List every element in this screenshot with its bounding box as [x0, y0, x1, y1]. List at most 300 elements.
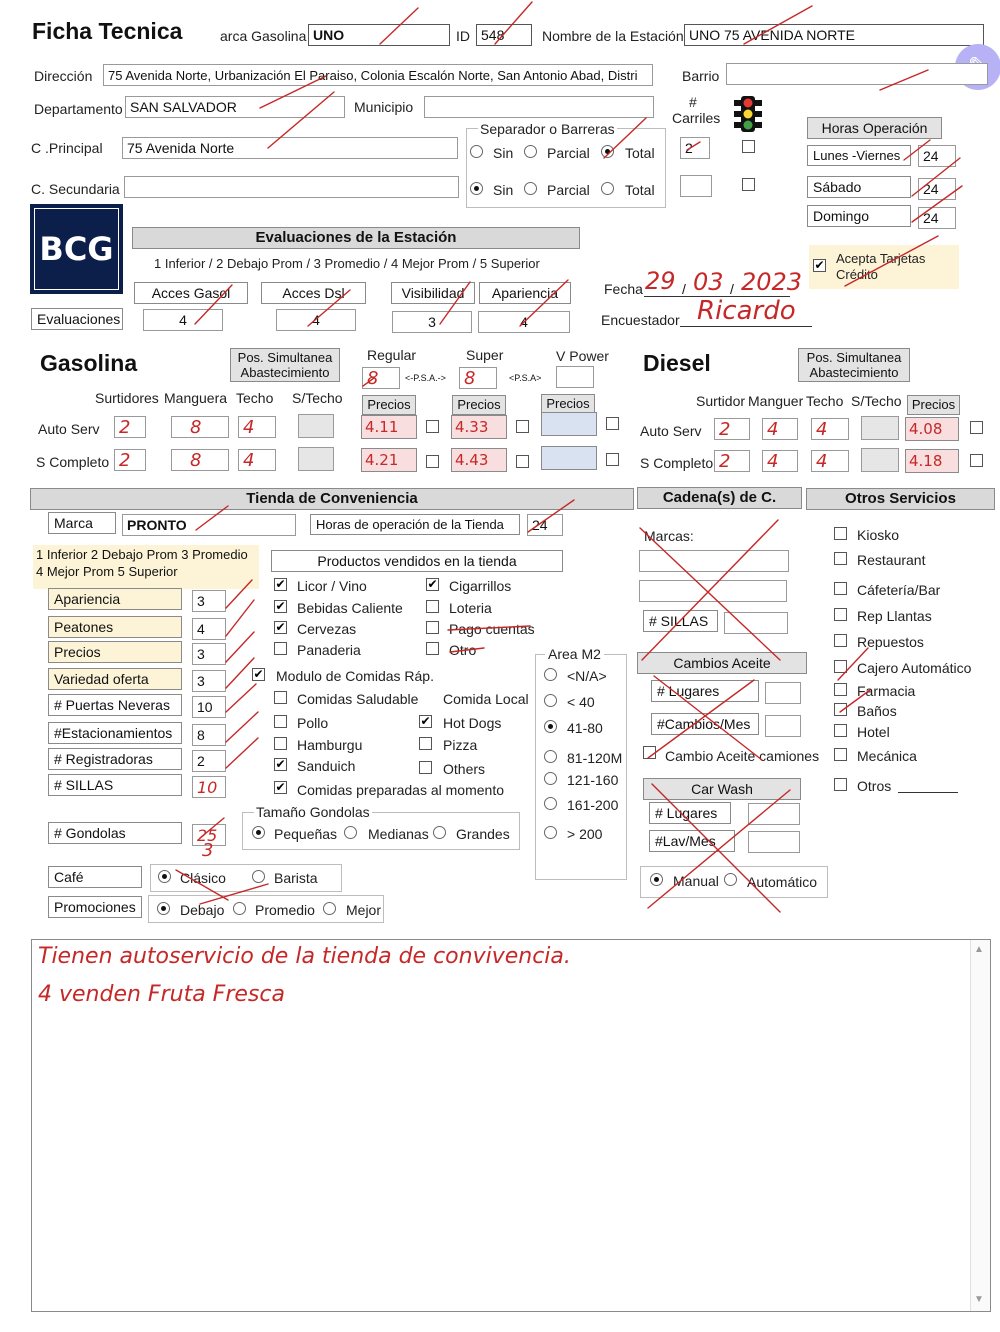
municipio-input[interactable] — [424, 96, 654, 118]
vpower-psa-input[interactable] — [556, 366, 594, 388]
tienda-scale-2: 4 Mejor Prom 5 Superior — [36, 564, 178, 579]
comida-label: Sanduich — [297, 758, 356, 774]
carwash-lugares-input[interactable] — [748, 803, 800, 825]
sep-option: Parcial — [547, 182, 590, 198]
id-label: ID — [456, 28, 470, 44]
diesel-techo-col: Techo — [806, 393, 844, 409]
carwash-lugares-label: # Lugares — [649, 802, 731, 824]
encuestador-label: Encuestador — [601, 312, 680, 328]
cambios-lugares-input[interactable] — [765, 682, 801, 704]
producto-checkbox[interactable] — [426, 621, 439, 634]
area-radio[interactable] — [544, 797, 557, 810]
bcg-logo — [30, 204, 123, 294]
gas-autoserv-vpower-check[interactable] — [606, 417, 619, 430]
servicio-label: Otros — [857, 778, 892, 794]
sep2-total-radio[interactable] — [601, 182, 614, 195]
principal-label: C .Principal — [31, 140, 103, 156]
sep-option: Sin — [493, 182, 514, 198]
sep2-sin-radio[interactable] — [470, 182, 483, 195]
diesel-surtidor-col: Surtidor — [696, 393, 746, 409]
departamento-input[interactable]: SAN SALVADOR — [125, 96, 345, 118]
traffic-light-icon — [734, 96, 762, 132]
comida-label: Hamburgu — [297, 737, 363, 753]
gondola-medianas-radio[interactable] — [344, 826, 357, 839]
cafe-option: Barista — [274, 870, 318, 886]
servicio-label: Kiosko — [857, 527, 900, 543]
gondola-pequenas-radio[interactable] — [252, 826, 265, 839]
rating-value: 3 — [197, 593, 205, 609]
value: 2 — [719, 419, 731, 440]
comida-checkbox[interactable] — [274, 737, 287, 750]
rating-label: # SILLAS — [48, 774, 182, 796]
area-option-label: 121-160 — [567, 772, 619, 788]
rating-label: # Gondolas — [48, 822, 182, 844]
rating-label: Precios — [48, 641, 182, 663]
camiones-checkbox[interactable] — [643, 746, 656, 759]
producto-checkbox[interactable] — [274, 642, 287, 655]
carriles-input[interactable]: 2 — [680, 137, 710, 159]
gas-completo-super-price[interactable]: 4.43 — [451, 448, 507, 472]
cafe-label: Café — [48, 866, 142, 888]
gas-autoserv-regular-check[interactable] — [426, 420, 439, 433]
encuestador-underline — [680, 326, 812, 327]
camiones-label: Cambio Aceite camiones — [665, 748, 820, 764]
nombre-label: Nombre de la Estación — [542, 28, 684, 44]
id-input[interactable]: 548 — [476, 24, 532, 46]
lavado-automatico-radio[interactable] — [724, 873, 737, 886]
tienda-header: Tienda de Conveniencia — [30, 488, 634, 510]
comida-checkbox[interactable]: ✔ — [275, 757, 286, 771]
rating-input[interactable] — [192, 643, 226, 665]
rating-input[interactable] — [192, 776, 226, 798]
servicio-checkbox[interactable] — [834, 552, 847, 565]
producto-label: Licor / Vino — [297, 578, 367, 594]
horas-label-dom: Domingo — [807, 205, 911, 227]
area-option-label: 161-200 — [567, 797, 619, 813]
servicio-checkbox[interactable] — [834, 608, 847, 621]
promo-debajo-radio[interactable] — [157, 902, 170, 915]
rating-label: #Estacionamientos — [48, 722, 182, 744]
rating-value: 2 — [197, 753, 205, 769]
horas-label-sab: Sábado — [807, 176, 911, 198]
productos-header: Productos vendidos en la tienda — [271, 550, 563, 572]
gas-autoserv-super-price[interactable]: 4.33 — [451, 415, 507, 439]
logo-text: BCG — [39, 230, 114, 268]
nombre-input[interactable]: UNO 75 AVENIDA NORTE — [684, 24, 984, 46]
sep-option: Total — [625, 182, 655, 198]
value: 4 — [243, 417, 255, 438]
eval-input-apariencia[interactable]: 4 — [478, 311, 570, 333]
rating-input[interactable] — [192, 590, 226, 612]
gas-autoserv-regular-price[interactable]: 4.11 — [361, 415, 417, 439]
servicio-label: Rep Llantas — [857, 608, 932, 624]
gas-completo-stecho[interactable] — [298, 447, 334, 471]
barrio-input[interactable] — [726, 63, 988, 85]
tienda-marca-input[interactable]: PRONTO — [122, 514, 296, 536]
carwash-lav-label: #Lav/Mes — [649, 830, 735, 852]
tienda-scale-1: 1 Inferior 2 Debajo Prom 3 Promedio — [36, 547, 248, 562]
lavado-manual-radio[interactable] — [650, 873, 663, 886]
gas-autoserv-surtidores[interactable] — [114, 416, 146, 438]
rating-input[interactable] — [192, 724, 226, 746]
rating-label: Apariencia — [48, 588, 182, 610]
promo-option: Mejor — [346, 902, 382, 918]
comment-line-1: Tienen autoservicio de la tienda de convivencia. — [38, 944, 571, 969]
tarjetas-checkbox[interactable]: ✔ — [814, 258, 825, 272]
servicio-checkbox[interactable] — [834, 748, 847, 761]
gasolina-pos-button[interactable]: Pos. Simultanea Abastecimiento — [230, 348, 340, 382]
gas-completo-surtidores[interactable] — [114, 449, 146, 471]
marcas-input-2[interactable] — [639, 580, 787, 602]
carriles-checkbox-1[interactable] — [742, 140, 755, 153]
manguera-col: Manguera — [164, 390, 228, 406]
servicio-checkbox[interactable] — [834, 582, 847, 595]
rating-label: # Registradoras — [48, 748, 182, 770]
super-psa-value: 8 — [464, 368, 476, 389]
producto-checkbox[interactable]: ✔ — [275, 599, 286, 613]
techo-col: Techo — [236, 390, 274, 406]
promo-option: Debajo — [180, 902, 225, 918]
eval-label-visibilidad: Visibilidad — [391, 282, 475, 304]
psa-label-2: <P.S.A> — [509, 373, 542, 383]
marca-input[interactable]: UNO — [308, 24, 450, 46]
area-option-label: 41-80 — [567, 720, 603, 736]
evaluaciones-scale: 1 Inferior / 2 Debajo Prom / 3 Promedio / 4 Mejor Prom / 5 Superior — [154, 256, 540, 271]
promo-promedio-radio[interactable] — [233, 902, 246, 915]
area-option-label: < 40 — [567, 694, 595, 710]
otros-underline — [898, 792, 958, 793]
tienda-horas-input[interactable]: 24 — [527, 514, 563, 536]
comida-checkbox[interactable] — [274, 691, 287, 704]
scroll-down-icon[interactable]: ▼ — [974, 1294, 984, 1305]
sep1-sin-radio[interactable] — [470, 145, 483, 158]
marcas-input-1[interactable] — [639, 550, 789, 572]
diesel-autoserv-surtidor[interactable] — [714, 418, 750, 440]
sep-option: Sin — [493, 145, 514, 161]
cadena-header: Cadena(s) de C. — [637, 487, 802, 509]
comida-checkbox[interactable]: ✔ — [420, 714, 431, 728]
servicio-label: Farmacia — [857, 683, 916, 699]
servicio-checkbox[interactable] — [834, 778, 847, 791]
cambios-mes-label: #Cambios/Mes — [651, 713, 759, 735]
gas-row-completo-label: S Completo — [36, 454, 110, 470]
gas-autoserv-vpower-price[interactable] — [541, 412, 597, 436]
cambios-lugares-label: # Lugares — [651, 680, 759, 702]
servicio-checkbox[interactable] — [834, 527, 847, 540]
regular-psa-value: 8 — [367, 368, 379, 389]
gas-completo-regular-price[interactable]: 4.21 — [361, 448, 417, 472]
diesel-autoserv-manguer[interactable] — [762, 418, 798, 440]
comida-checkbox[interactable] — [419, 761, 432, 774]
diesel-completo-surtidor[interactable] — [714, 450, 750, 472]
area-option-label: 81-120M — [567, 750, 623, 766]
value: 4 — [816, 419, 828, 440]
servicio-label: Repuestos — [857, 634, 924, 650]
producto-label: Panaderia — [297, 642, 361, 658]
gondolas-label: Tamaño Gondolas — [256, 804, 370, 820]
secundaria-label: C. Secundaria — [31, 181, 120, 197]
secundaria-input[interactable] — [124, 176, 459, 198]
comida-label: Hot Dogs — [443, 715, 502, 731]
rating-label: Peatones — [48, 616, 182, 638]
servicio-checkbox[interactable] — [834, 683, 847, 696]
stecho-col: S/Techo — [292, 390, 343, 406]
servicio-checkbox[interactable] — [834, 660, 847, 673]
psa-label: <-P.S.A.-> — [405, 373, 446, 383]
horas-header: Horas Operación — [807, 117, 942, 139]
tarjetas-label: Acepta Tarjetas Crédito — [836, 251, 926, 282]
area-group — [535, 654, 627, 880]
surtidores-col: Surtidores — [95, 390, 159, 406]
gas-completo-super-check[interactable] — [516, 455, 529, 468]
gasolina-title: Gasolina — [40, 350, 138, 376]
area-radio[interactable] — [544, 750, 557, 763]
producto-checkbox[interactable] — [426, 600, 439, 613]
comment-line-2: 4 venden Fruta Fresca — [38, 982, 285, 1007]
comida-label: Others — [443, 761, 486, 777]
servicio-checkbox[interactable] — [834, 724, 847, 737]
gas-completo-regular-check[interactable] — [426, 455, 439, 468]
carwash-header: Car Wash — [643, 778, 801, 800]
sep2-parcial-radio[interactable] — [524, 182, 537, 195]
rating-input[interactable] — [192, 750, 226, 772]
fecha-label: Fecha — [604, 281, 643, 297]
evaluaciones-header: Evaluaciones de la Estación — [132, 227, 580, 249]
rating-value: 3 — [197, 673, 205, 689]
carriles-hash: # — [689, 94, 697, 110]
cambios-header: Cambios Aceite — [637, 652, 807, 674]
fecha-year: 2023 — [741, 268, 803, 296]
producto-label: Bebidas Caliente — [297, 600, 403, 616]
marcas-label: Marcas: — [644, 528, 694, 544]
horas-input-sab[interactable]: 24 — [918, 178, 956, 200]
regular-label: Regular — [367, 347, 417, 363]
servicio-label: Baños — [857, 703, 897, 719]
rating-value: 25 — [197, 826, 218, 845]
fecha-slash-2: / — [730, 281, 734, 297]
diesel-manguer-col: Manguer — [748, 393, 804, 409]
barrio-label: Barrio — [682, 68, 720, 84]
sep1-parcial-radio[interactable] — [524, 145, 537, 158]
servicio-checkbox[interactable] — [834, 703, 847, 716]
diesel-autoserv-stecho[interactable] — [861, 416, 899, 440]
fecha-month: 03 — [693, 268, 724, 296]
otros-header: Otros Servicios — [806, 488, 995, 510]
producto-checkbox[interactable]: ✔ — [275, 620, 286, 634]
area-option-label: <N/A> — [567, 668, 607, 684]
diesel-completo-techo[interactable] — [811, 450, 849, 472]
regular-psa-input[interactable] — [362, 367, 400, 389]
comida-label: Pollo — [297, 715, 329, 731]
cambios-mes-input[interactable] — [765, 715, 801, 737]
comida-label: Comidas Saludable — [297, 691, 419, 707]
fecha-day: 29 — [645, 267, 676, 295]
modulo-label: Modulo de Comidas Ráp. — [276, 668, 434, 684]
carriles-label: Carriles — [672, 110, 721, 126]
value: 8 — [190, 417, 202, 438]
diesel-pos-button[interactable]: Pos. Simultanea Abastecimiento — [798, 348, 910, 382]
producto-checkbox[interactable]: ✔ — [275, 577, 286, 591]
rating-extra: 3 — [202, 840, 214, 861]
vpower-label: V Power — [556, 348, 609, 364]
area-radio[interactable] — [544, 720, 557, 733]
horas-label-lv: Lunes -Viernes — [807, 145, 911, 166]
municipio-label: Municipio — [354, 99, 414, 115]
tienda-marca-label: Marca — [48, 512, 116, 534]
producto-label: Otro — [449, 642, 477, 658]
diesel-autoserv-check[interactable] — [970, 421, 983, 434]
servicio-label: Cajero Automático — [857, 660, 972, 676]
producto-checkbox[interactable] — [426, 642, 439, 655]
producto-checkbox[interactable]: ✔ — [427, 577, 438, 591]
tienda-horas-label: Horas de operación de la Tienda — [310, 514, 520, 535]
fecha-slash-1: / — [682, 281, 686, 297]
promociones-label: Promociones — [48, 896, 142, 918]
carriles-checkbox-2[interactable] — [742, 178, 755, 191]
diesel-precios-header: Precios — [907, 395, 960, 415]
eval-input-visibilidad[interactable]: 3 — [392, 311, 472, 333]
comments-label-clipped — [32, 932, 92, 937]
servicio-label: Cáfetería/Bar — [857, 582, 941, 598]
encuestador-value: Ricardo — [697, 296, 796, 326]
lavado-automatico-label: Automático — [747, 874, 818, 890]
diesel-autoserv-techo[interactable] — [811, 418, 849, 440]
gas-autoserv-techo[interactable] — [238, 416, 276, 438]
producto-label: Cervezas — [297, 621, 357, 637]
gas-autoserv-stecho[interactable] — [298, 414, 334, 438]
direccion-label: Dirección — [34, 68, 93, 84]
preparadas-checkbox[interactable]: ✔ — [275, 780, 286, 794]
evaluaciones-button[interactable]: Evaluaciones — [31, 308, 123, 330]
gondola-grandes-radio[interactable] — [433, 826, 446, 839]
producto-label: Cigarrillos — [449, 578, 512, 594]
sep-option: Parcial — [547, 145, 590, 161]
comida-local-label: Comida Local — [443, 691, 529, 707]
producto-label: Pago cuentas — [449, 621, 535, 637]
preparadas-label: Comidas preparadas al momento — [297, 782, 504, 798]
marca-label: arca Gasolina — [220, 28, 307, 44]
lavado-manual-label: Manual — [673, 873, 719, 889]
rating-value: 3 — [197, 646, 205, 662]
rating-label: # Puertas Neveras — [48, 694, 182, 716]
scroll-up-icon[interactable]: ▲ — [974, 944, 984, 955]
gas-row-autoserv-label: Auto Serv — [38, 421, 100, 437]
gas-completo-vpower-price[interactable] — [541, 446, 597, 470]
diesel-completo-manguer[interactable] — [762, 450, 798, 472]
regular-precios-header: Precios — [362, 395, 416, 415]
separador-label: Separador o Barreras — [480, 121, 615, 137]
gas-completo-techo[interactable] — [238, 449, 276, 471]
servicio-label: Hotel — [857, 724, 890, 740]
diesel-row-autoserv-label: Auto Serv — [640, 423, 702, 439]
rating-input[interactable] — [192, 618, 226, 640]
rating-value: 10 — [197, 699, 213, 715]
gondola-option: Grandes — [456, 826, 510, 842]
value: 8 — [190, 450, 202, 471]
diesel-completo-stecho[interactable] — [861, 448, 899, 472]
area-label: Area M2 — [545, 646, 604, 662]
super-precios-header: Precios — [452, 395, 506, 415]
promo-option: Promedio — [255, 902, 315, 918]
area-option-label: > 200 — [567, 826, 603, 842]
gas-autoserv-super-check[interactable] — [516, 420, 529, 433]
value: 2 — [119, 417, 131, 438]
horas-input-dom[interactable]: 24 — [918, 207, 956, 229]
value: 2 — [119, 450, 131, 471]
rating-value: 8 — [197, 727, 205, 743]
eval-input-dsl[interactable]: 4 — [276, 309, 356, 331]
sep1-total-radio[interactable] — [601, 145, 614, 158]
area-radio[interactable] — [544, 772, 557, 785]
rating-input[interactable] — [192, 696, 226, 718]
horas-input-lv[interactable]: 24 — [918, 145, 956, 167]
diesel-row-completo-label: S Completo — [640, 455, 714, 471]
carwash-lav-input[interactable] — [748, 831, 800, 853]
diesel-completo-check[interactable] — [970, 454, 983, 467]
area-radio[interactable] — [544, 694, 557, 707]
cadena-sillas-label: # SILLAS — [643, 610, 718, 632]
value: 4 — [767, 451, 779, 472]
page-title: Ficha Tecnica — [32, 18, 183, 44]
super-psa-input[interactable] — [459, 367, 497, 389]
value: 4 — [767, 419, 779, 440]
rating-label: Variedad oferta — [48, 668, 182, 690]
vpower-precios-header: Precios — [541, 394, 595, 414]
area-radio[interactable] — [544, 826, 557, 839]
value: 4 — [243, 450, 255, 471]
rating-input[interactable] — [192, 670, 226, 692]
eval-input-gasol[interactable]: 4 — [143, 309, 223, 331]
eval-label-dsl: Acces Dsl — [261, 282, 366, 304]
area-radio[interactable] — [544, 668, 557, 681]
cadena-sillas-input[interactable] — [724, 612, 788, 634]
rating-value: 4 — [197, 621, 205, 637]
diesel-stecho-col: S/Techo — [851, 393, 902, 409]
principal-input[interactable]: 75 Avenida Norte — [122, 137, 458, 159]
cafe-option: Clásico — [180, 870, 226, 886]
diesel-autoserv-price[interactable]: 4.08 — [905, 417, 959, 441]
gas-completo-manguera[interactable] — [171, 449, 229, 471]
comida-checkbox[interactable] — [419, 737, 432, 750]
value: 2 — [719, 451, 731, 472]
gondola-option: Pequeñas — [274, 826, 338, 842]
scrollbar[interactable] — [970, 940, 990, 1311]
modulo-checkbox[interactable]: ✔ — [253, 667, 264, 681]
comida-label: Pizza — [443, 737, 478, 753]
cafe-clasico-radio[interactable] — [158, 870, 171, 883]
value: 4 — [816, 451, 828, 472]
servicio-label: Mecánica — [857, 748, 917, 764]
servicio-checkbox[interactable] — [834, 634, 847, 647]
diesel-title: Diesel — [643, 350, 711, 376]
producto-label: Loteria — [449, 600, 492, 616]
departamento-label: Departamento — [34, 101, 123, 117]
rating-value: 10 — [197, 778, 218, 797]
eval-label-apariencia: Apariencia — [479, 282, 571, 304]
servicio-label: Restaurant — [857, 552, 926, 568]
gondola-option: Medianas — [368, 826, 429, 842]
promo-mejor-radio[interactable] — [323, 902, 336, 915]
cafe-barista-radio[interactable] — [252, 870, 265, 883]
carriles-input-2[interactable] — [680, 175, 712, 197]
comida-checkbox[interactable] — [274, 715, 287, 728]
gas-completo-vpower-check[interactable] — [606, 453, 619, 466]
diesel-completo-price[interactable]: 4.18 — [905, 449, 959, 473]
sep-option: Total — [625, 145, 655, 161]
gas-autoserv-manguera[interactable] — [171, 416, 229, 438]
direccion-input[interactable]: 75 Avenida Norte, Urbanización El Paraiso, Colonia Escalón Norte, San Antonio Abad, Distri — [103, 64, 653, 86]
super-label: Super — [466, 347, 504, 363]
